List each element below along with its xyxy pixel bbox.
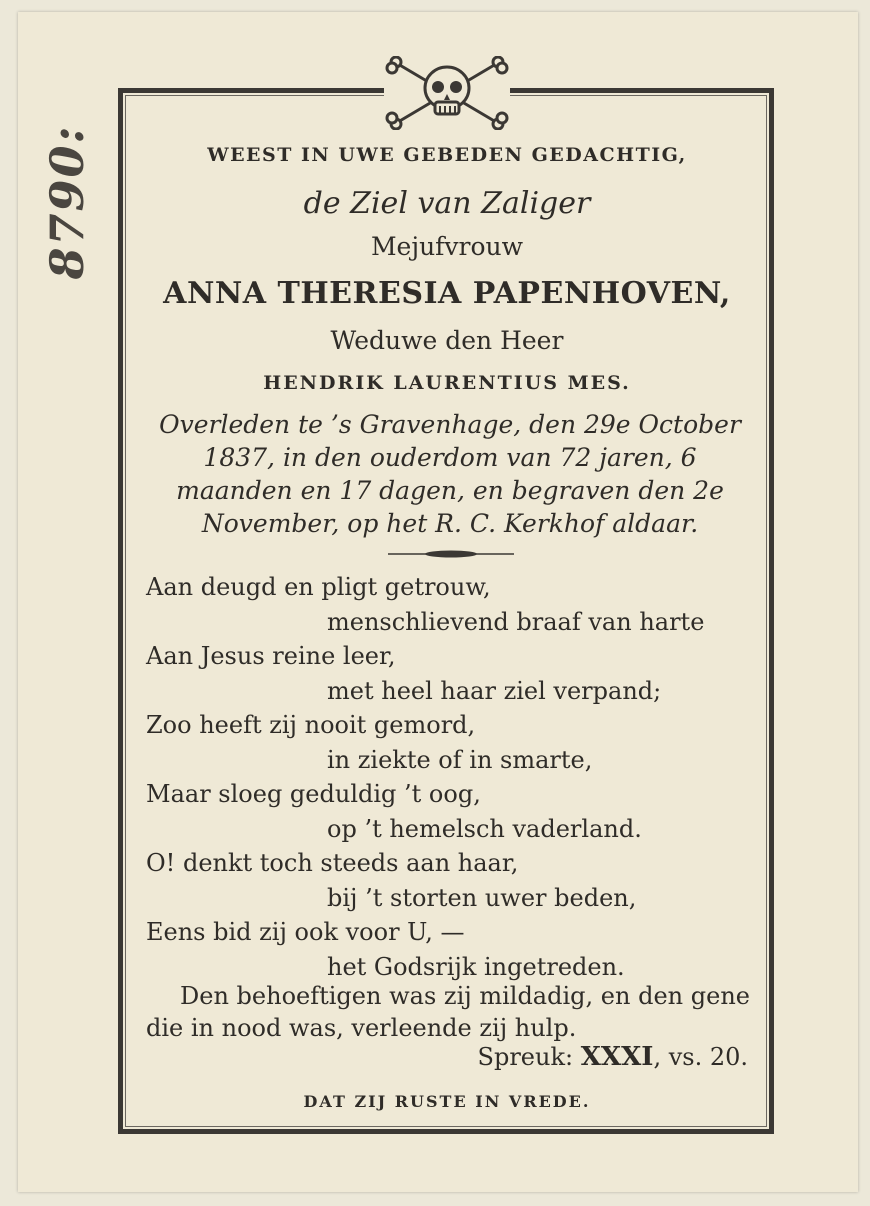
notice-line: November, op het R. C. Kerkhof aldaar. — [201, 509, 699, 538]
verse-line: Aan deugd en pligt getrouw, — [146, 573, 491, 601]
verse-line: menschlievend braaf van harte — [327, 607, 705, 636]
title-line: Mejufvrouw — [370, 232, 524, 261]
ornamental-divider — [388, 548, 514, 560]
skull-crossbones-icon — [384, 56, 510, 130]
verse-line: Maar sloeg geduldig ’t oog, — [146, 780, 481, 808]
reference-verse: , vs. 20. — [653, 1043, 748, 1071]
handwritten-archive-number: 8790: — [40, 124, 94, 280]
verse-line: in ziekte of in smarte, — [327, 745, 593, 774]
verse-line: het Godsrijk ingetreden. — [327, 952, 625, 981]
scripture-reference — [478, 1042, 748, 1072]
reference-chapter: XXXI — [580, 1042, 654, 1072]
reference-prefix: Spreuk: — [477, 1043, 574, 1071]
verse-line: bij ’t storten uwer beden, — [327, 883, 637, 912]
soul-line: de Ziel van Zaliger — [303, 186, 591, 221]
notice-line: maanden en 17 dagen, en begraven den 2e — [176, 476, 724, 505]
memorial-verse — [146, 570, 766, 984]
verse-line: met heel haar ziel verpand; — [327, 676, 662, 705]
husband-name: HENDRIK LAURENTIUS MES. — [263, 372, 631, 394]
verse-line: Eens bid zij ook voor U, — — [146, 918, 465, 946]
notice-line: Overleden te ’s Gravenhage, den 29e October — [159, 410, 741, 439]
death-notice — [142, 408, 758, 540]
verse-line: Zoo heeft zij nooit gemord, — [146, 711, 476, 739]
verse-line: op ’t hemelsch vaderland. — [327, 814, 642, 843]
verse-line: Aan Jesus reine leer, — [146, 642, 396, 670]
prayer-request-heading: WEEST IN UWE GEBEDEN GEDACHTIG, — [207, 144, 687, 166]
widow-line: Weduwe den Heer — [330, 326, 564, 355]
notice-line: 1837, in den ouderdom van 72 jaren, 6 — [203, 443, 697, 472]
deceased-name: ANNA THERESIA PAPENHOVEN, — [163, 276, 731, 311]
scripture-quote: Den behoeftigen was zij mildadig, en den gene die in nood was, verleende zij hulp. — [146, 982, 750, 1042]
verse-line: O! denkt toch steeds aan haar, — [146, 849, 519, 877]
rest-in-peace-footer: DAT ZIJ RUSTE IN VREDE. — [303, 1092, 591, 1111]
